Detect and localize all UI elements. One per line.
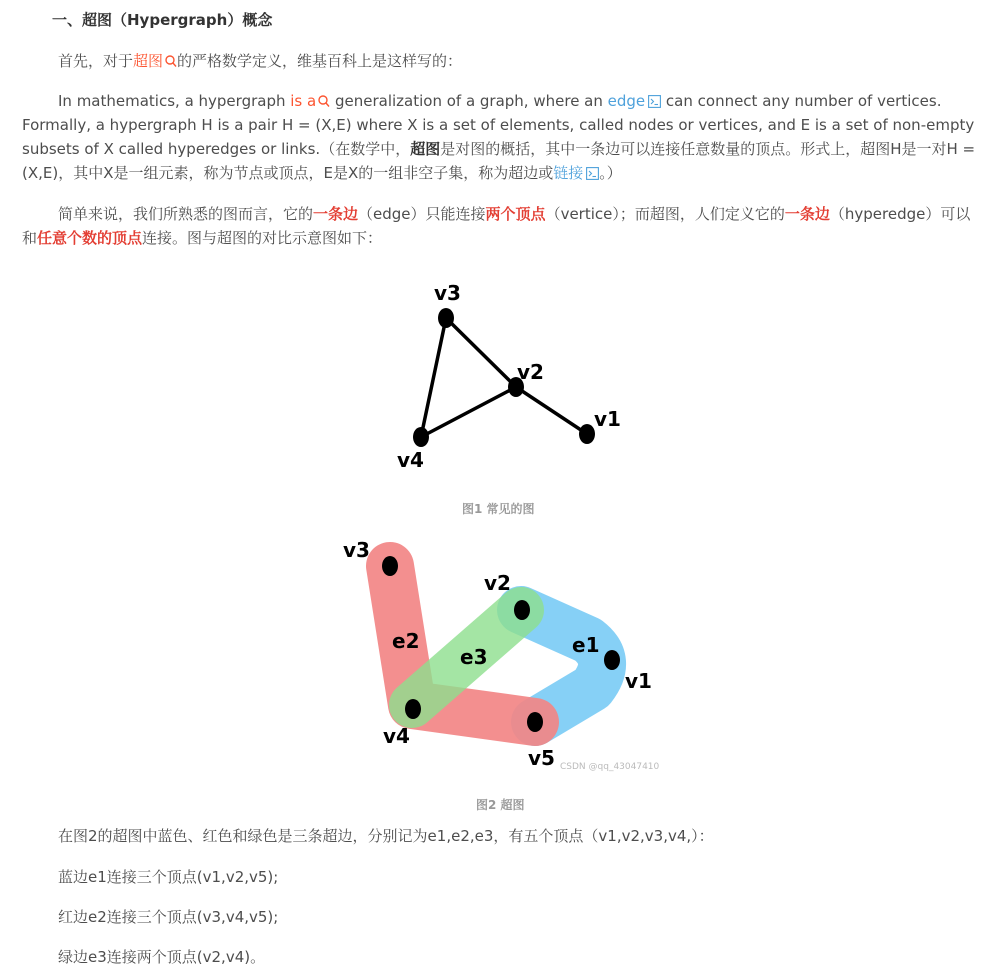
compare-text: （edge）只能连接 [358, 205, 486, 223]
is-a-search-link[interactable] [290, 92, 330, 110]
intro-paragraph [22, 49, 982, 73]
label-v3: v3 [343, 538, 370, 562]
quote-text: 是对图的概括，其中一条边可以连接任意数量的顶点。形式上，超图H是一对H = (X,E)，其中X是一组元素，称为节点或顶点，E是X的一组非空子集，称为超边或 [22, 140, 976, 182]
terminal-icon [586, 167, 599, 180]
edge-link-label: edge [607, 92, 646, 110]
intro-text: 首先，对于 [58, 52, 134, 70]
quote-text: 。） [599, 164, 622, 182]
edge-v3-v4 [421, 318, 446, 437]
vertex-v3 [382, 556, 398, 576]
wiki-quote-paragraph [22, 89, 982, 185]
label-e1: e1 [572, 633, 600, 657]
edge-link[interactable] [608, 92, 662, 110]
edge-v3-v2 [446, 318, 516, 387]
hypergraph-search-link[interactable] [133, 52, 177, 70]
intro-text-after: 的严格数学定义，维基百科上是这样写的： [177, 52, 463, 70]
vertex-v5 [527, 712, 543, 732]
highlight-one-edge: 一条边 [313, 205, 359, 223]
label-v4: v4 [397, 448, 424, 472]
figure2-caption: 图2 超图 [476, 798, 525, 812]
figure1-caption: 图1 常见的图 [462, 502, 535, 516]
highlight-one-hyperedge: 一条边 [784, 205, 830, 223]
compare-paragraph [22, 202, 982, 250]
highlight-two-vertices: 两个顶点 [485, 205, 546, 223]
label-v2: v2 [517, 360, 544, 384]
explain-line-4: 绿边e3连接两个顶点(v2,v4)。 [58, 948, 266, 966]
highlight-any-vertices: 任意个数的顶点 [37, 229, 143, 247]
vertex-v4 [405, 699, 421, 719]
terminal-icon [648, 95, 661, 108]
label-v1: v1 [625, 669, 652, 693]
figure2-hypergraph [330, 535, 670, 775]
compare-text: （vertice）；而超图，人们定义它的 [545, 205, 785, 223]
links-link-label: 链接 [553, 164, 584, 182]
is-a-link-label: is a [290, 92, 317, 110]
compare-text: 连接。图与超图的对比示意图如下： [142, 229, 383, 247]
label-v3: v3 [434, 281, 461, 305]
quote-bold-term: 超图 [410, 140, 441, 158]
label-v1: v1 [594, 407, 621, 431]
vertex-v1 [604, 650, 620, 670]
edge-v2-v1 [516, 387, 587, 434]
label-e3: e3 [460, 645, 488, 669]
quote-text: generalization of a graph, where an [330, 92, 608, 110]
figure1-graph [380, 275, 640, 475]
search-icon [318, 95, 330, 108]
csdn-watermark: CSDN @qq_43047410 [560, 762, 660, 772]
explain-line-1: 在图2的超图中蓝色、红色和绿色是三条超边，分别记为e1,e2,e3，有五个顶点（v1,v2,v3,v4,）： [58, 827, 714, 845]
links-link[interactable] [553, 164, 599, 182]
label-v5: v5 [528, 746, 555, 770]
vertex-v3 [438, 308, 454, 328]
explain-line-3: 红边e2连接三个顶点(v3,v4,v5); [58, 908, 279, 926]
explain-line-2: 蓝边e1连接三个顶点(v1,v2,v5); [58, 868, 279, 886]
label-v4: v4 [383, 724, 410, 748]
label-v2: v2 [484, 571, 511, 595]
search-icon [165, 55, 177, 68]
label-e2: e2 [392, 629, 420, 653]
vertex-v1 [579, 424, 595, 444]
vertex-v2 [514, 600, 530, 620]
vertex-v4 [413, 427, 429, 447]
quote-text: can connect any number of vertices. Formally, a hypergraph H is a pair H = (X,E) where X is a set of elements, called nodes or vertices, and E is a set of non-empty subsets of X called hyperedges or links.（在数学中， [22, 92, 975, 158]
compare-text: 简单来说，我们所熟悉的图而言，它的 [58, 205, 314, 223]
graph-edges [421, 318, 587, 437]
section-title: 一、超图（Hypergraph）概念 [52, 11, 273, 29]
hypergraph-link-label: 超图 [133, 52, 164, 70]
compare-text: （hyperedge）可以和 [22, 205, 971, 247]
quote-text: In mathematics, a hypergraph [58, 92, 291, 110]
edge-v4-v2 [421, 387, 516, 437]
